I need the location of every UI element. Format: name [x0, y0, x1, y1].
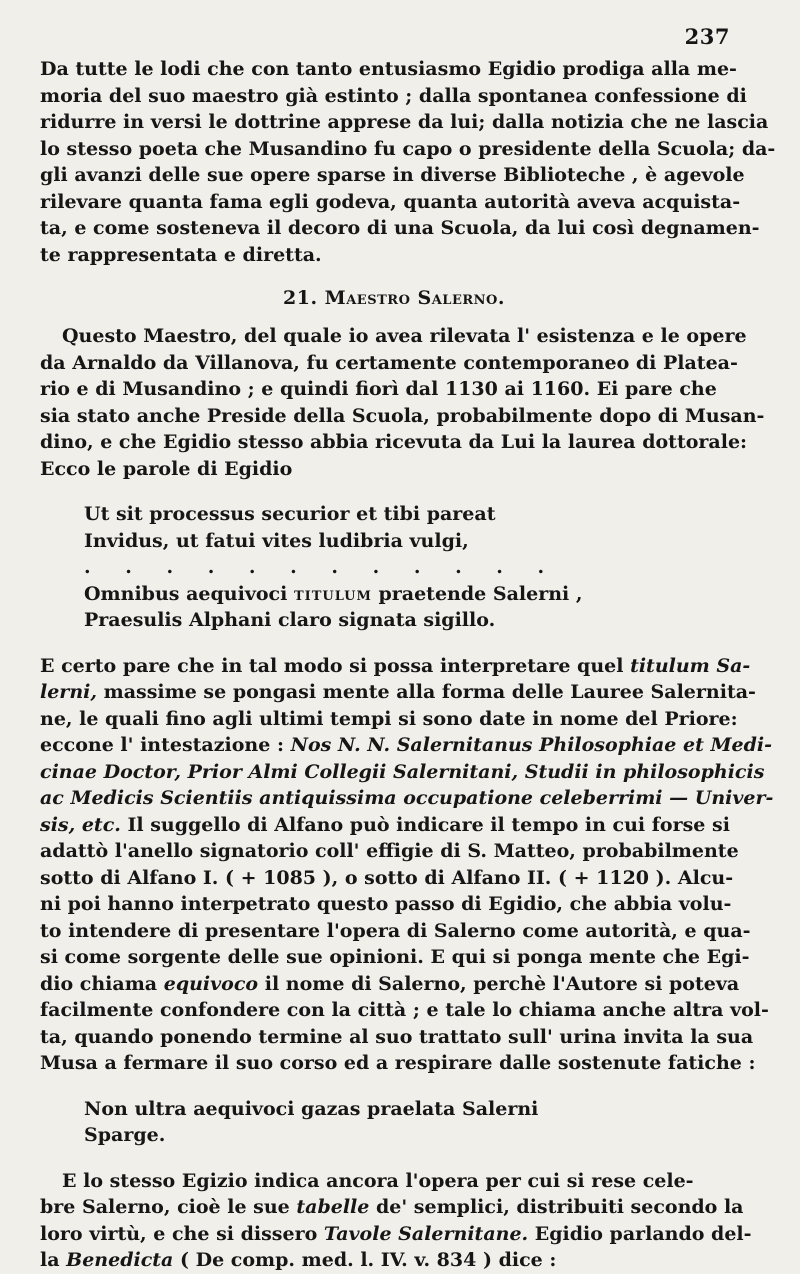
verse-line: Praesulis Alphani claro signata sigillo.: [84, 609, 496, 631]
text-line: gli avanzi delle sue opere sparse in diverse Biblioteche , è agevole: [40, 164, 745, 186]
text-line: te rappresentata e diretta.: [40, 243, 322, 266]
verse-line: Non ultra aequivoci gazas praelata Salerni: [84, 1097, 539, 1120]
text-line: dino, e che Egidio stesso abbia ricevuta da Lui la laurea dottorale:: [40, 431, 748, 453]
text-line: [40, 1221, 752, 1248]
text-run: E certo pare che in tal modo si possa interpretare quel: [40, 654, 631, 677]
verse-line: Invidus, ut fatui vites ludibria vulgi,: [84, 529, 469, 552]
text-line: adattò l'anello signatorio coll' effigie di S. Matteo, probabilmente: [40, 840, 739, 862]
text-line: to intendere di presentare l'opera di Salerno come autorità, e qua-: [40, 919, 751, 942]
italic-run: sis, etc.: [40, 813, 121, 836]
paragraph-maestro-salerno: [40, 323, 765, 482]
italic-run: Tavole Salernitane.: [323, 1222, 529, 1245]
text-line: E lo stesso Egizio indica ancora l'opera per cui si rese cele-: [62, 1169, 694, 1192]
verse-text: praetende Salerni ,: [371, 582, 583, 605]
text-run: Egidio parlando del-: [528, 1222, 752, 1245]
italic-run: Nos N. N. Salernitanus Philosophiae et Medi-: [290, 734, 772, 756]
text-line: ta, e come sosteneva il decoro di una Scuola, da lui così degnamen-: [40, 217, 760, 239]
italic-run: titulum Sa-: [630, 654, 751, 677]
italic-run: lerni,: [40, 681, 97, 703]
verse-quotation-2: [84, 1096, 748, 1149]
paragraph-interpretation: [40, 653, 774, 1077]
text-line: moria del suo maestro già estinto ; dalla spontanea confessione di: [40, 84, 747, 107]
verse-line: Ut sit processus securior et tibi pareat: [84, 503, 496, 525]
section-heading: 21. Maestro Salerno.: [283, 287, 505, 309]
text-line: rio e di Musandino ; e quindi fiorì dal 1130 ai 1160. Ei pare che: [40, 378, 717, 400]
verse-line: Sparge.: [84, 1124, 166, 1146]
text-line: [40, 732, 772, 759]
text-run: dio chiama: [40, 972, 164, 995]
text-run: bre Salerno, cioè le sue: [40, 1196, 297, 1218]
text-line: sia stato anche Preside della Scuola, probabilmente dopo di Musan-: [40, 404, 765, 427]
italic-run: Benedicta: [66, 1249, 174, 1271]
text-line: ridurre in versi le dottrine apprese da lui; dalla notizia che ne lascia: [40, 111, 769, 133]
italic-run: tabelle: [296, 1196, 370, 1218]
verse-ellipsis: . . . . . . . . . . . .: [84, 556, 559, 578]
text-line: ne, le quali fino agli ultimi tempi si sono date in nome del Priore:: [40, 707, 738, 730]
text-line: rilevare quanta fama egli godeva, quanta autorità aveva acquista-: [40, 190, 741, 213]
verse-smallcaps: titulum: [293, 582, 372, 605]
text-line: si come sorgente delle sue opinioni. E qui si ponga mente che Egi-: [40, 946, 750, 968]
text-run: Il suggello di Alfano può indicare il tempo in cui forse si: [120, 813, 730, 836]
text-line: da Arnaldo da Villanova, fu certamente contemporaneo di Platea-: [40, 351, 738, 374]
italic-run: equivoco: [163, 972, 259, 995]
text-line: [40, 812, 748, 839]
text-line: Musa a fermare il suo corso ed a respirare dalle sostenute fatiche :: [40, 1052, 756, 1074]
text-line: ac Medicis Scientiis antiquissima occupatione celeberrimi — Univer-: [40, 787, 774, 809]
text-run: il nome di Salerno, perchè l'Autore si poteva: [258, 972, 740, 995]
text-line: [40, 971, 748, 998]
text-line: Questo Maestro, del quale io avea rilevata l' esistenza e le opere: [62, 325, 747, 347]
text-line: lo stesso poeta che Musandino fu capo o presidente della Scuola; da-: [40, 137, 776, 160]
text-run: loro virtù, e che si dissero: [40, 1222, 324, 1245]
text-line: Da tutte le lodi che con tanto entusiasmo Egidio prodiga alla me-: [40, 58, 737, 80]
text-line: [40, 1194, 748, 1221]
text-line: facilmente confondere con la città ; e tale lo chiama anche altra vol-: [40, 999, 769, 1021]
text-run: ( De comp. med. l. IV. v. 834 ) dice :: [173, 1249, 557, 1271]
verse-text: Omnibus aequivoci: [84, 582, 294, 605]
text-run: la: [40, 1249, 67, 1271]
text-line: [40, 653, 751, 680]
text-line: ni poi hanno interpetrato questo passo di Egidio, che abbia volu-: [40, 893, 732, 915]
text-run: eccone l' intestazione :: [40, 734, 291, 756]
text-line: [40, 1247, 748, 1274]
paragraph-musandino: [40, 56, 776, 268]
text-line: ta, quando ponendo termine al suo trattato sull' urina invita la sua: [40, 1025, 754, 1048]
page-number: 237: [684, 24, 730, 49]
text-line: cinae Doctor, Prior Almi Collegii Salernitani, Studii in philosophicis: [40, 760, 765, 783]
verse-quotation-1: [84, 501, 748, 634]
text-line: Ecco le parole di Egidio: [40, 457, 293, 480]
text-line: sotto di Alfano I. ( + 1085 ), o sotto di Alfano II. ( + 1120 ). Alcu-: [40, 866, 734, 889]
verse-line: [84, 581, 748, 608]
text-run: massime se pongasi mente alla forma delle Lauree Salernita-: [96, 681, 756, 703]
text-run: de' semplici, distribuiti secondo la: [369, 1196, 744, 1218]
text-line: [40, 679, 756, 706]
